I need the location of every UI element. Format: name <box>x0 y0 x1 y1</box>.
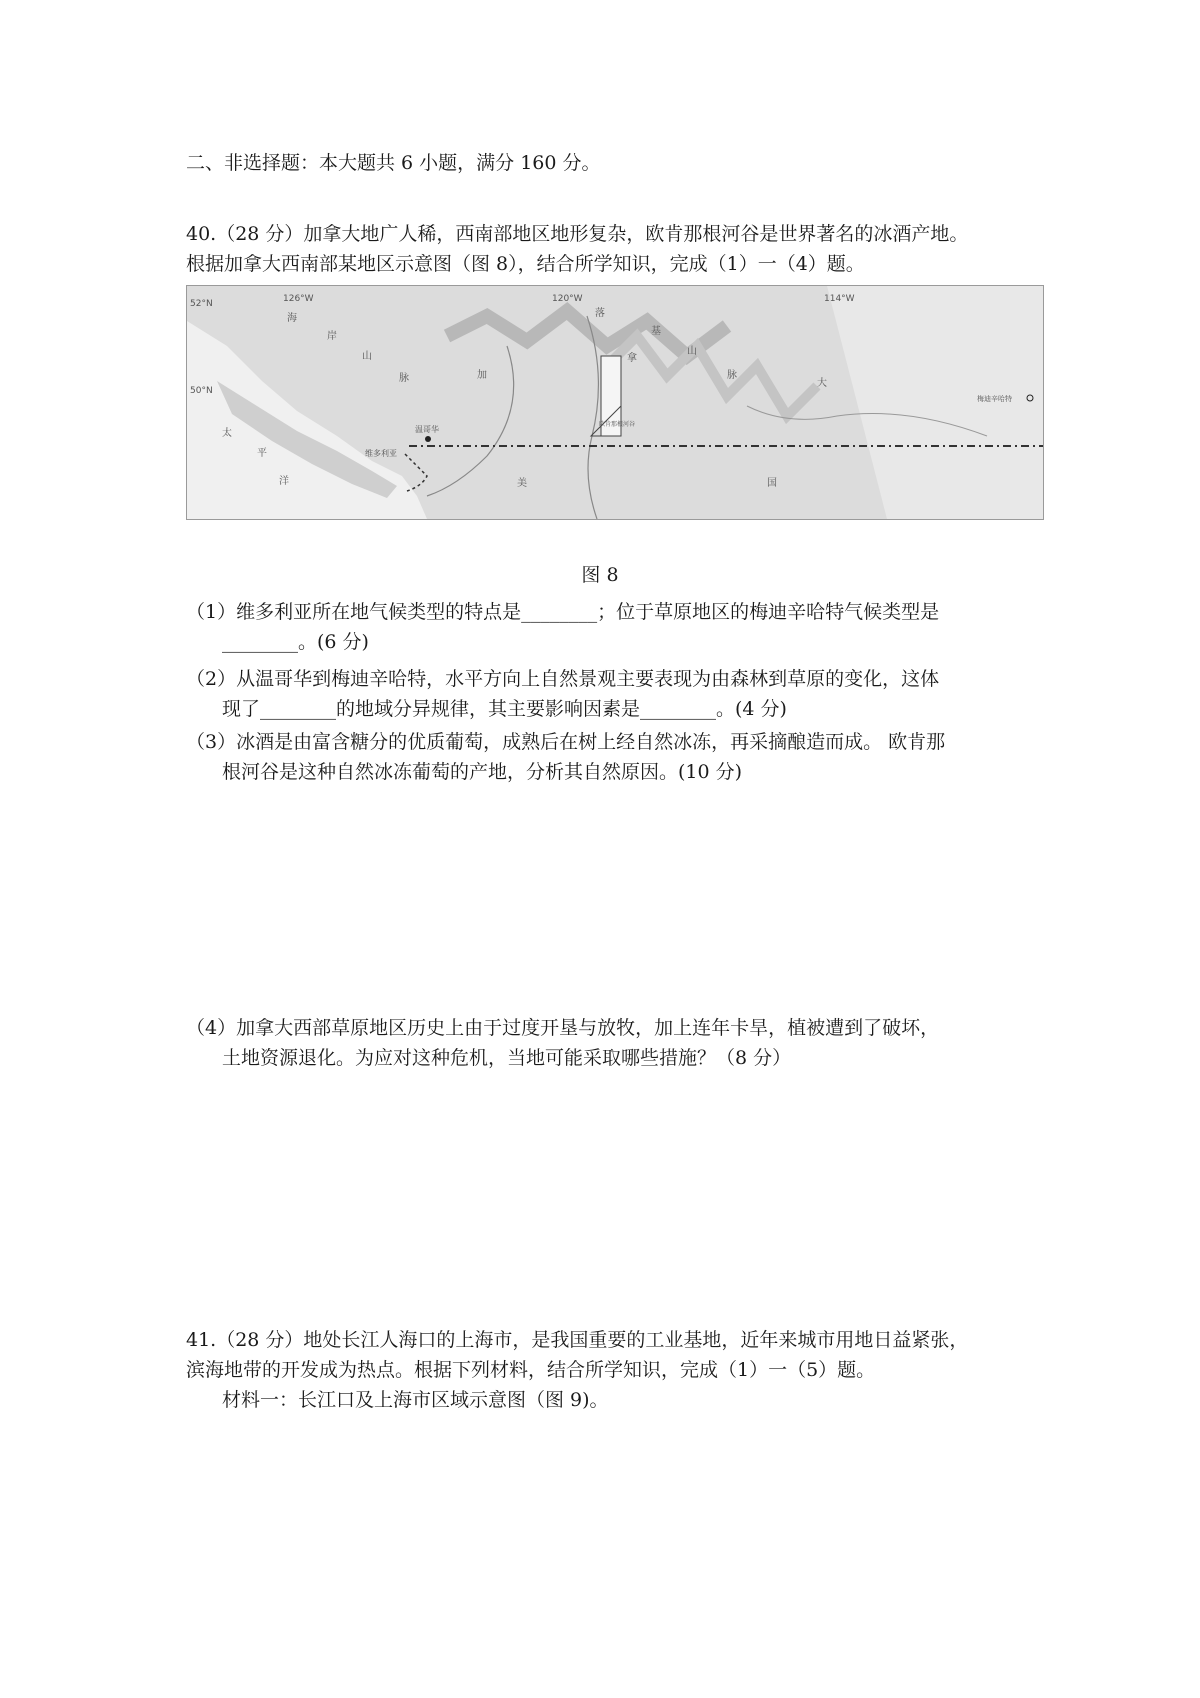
q40-intro-line-2: 根据加拿大西南部某地区示意图（图 8），结合所学知识，完成（1）一（4）题。 <box>186 253 865 275</box>
section-title: 二、非选择题：本大题共 6 小题，满分 160 分。 <box>186 152 601 174</box>
figure-8-caption: 图 8 <box>581 564 619 586</box>
map-label-okanagan: 欧肯那根河谷 <box>599 421 636 428</box>
map-label-da: 大 <box>817 378 827 389</box>
map-label-na: 拿 <box>627 353 637 364</box>
map-label-mai: 脉 <box>399 373 409 384</box>
q41-intro-line-1: 41.（28 分）地处长江人海口的上海市，是我国重要的工业基地，近年来城市用地日益紧张， <box>186 1329 969 1351</box>
map-label-victoria: 维多利亚 <box>365 449 397 458</box>
map-graphic <box>187 286 1043 519</box>
map-label-jia: 加 <box>477 370 487 381</box>
lon-label-120: 120°W <box>552 294 583 304</box>
vancouver-dot <box>425 436 431 442</box>
map-label-yang: 洋 <box>279 476 289 487</box>
map-label-shan: 山 <box>362 351 372 362</box>
q40-sub1-line-2: ________。(6 分) <box>222 631 369 653</box>
map-label-an: 岸 <box>327 331 337 342</box>
map-label-shan-2: 山 <box>687 346 697 357</box>
map-label-vancouver: 温哥华 <box>415 425 439 434</box>
q40-sub4-line-2: 土地资源退化。为应对这种危机，当地可能采取哪些措施？（8 分） <box>222 1047 792 1069</box>
q40-sub3-line-1: （3）冰酒是由富含糖分的优质葡萄，成熟后在树上经自然冰冻，再采摘酿造而成。 欧肯那 <box>186 731 946 753</box>
q40-sub2-line-1: （2）从温哥华到梅迪辛哈特，水平方向上自然景观主要表现为由森林到草原的变化，这体 <box>186 668 940 690</box>
q40-sub1-line-1: （1）维多利亚所在地气候类型的特点是________；位于草原地区的梅迪辛哈特气候类型是 <box>186 601 940 623</box>
map-label-guo: 国 <box>767 478 777 489</box>
lon-label-114: 114°W <box>824 294 855 304</box>
lat-label-52: 52°N <box>190 299 213 309</box>
lon-label-126: 126°W <box>283 294 314 304</box>
map-label-tai: 太 <box>222 428 232 439</box>
map-label-medicine-hat: 梅迪辛哈特 <box>977 395 1012 403</box>
q40-sub4-line-1: （4）加拿大西部草原地区历史上由于过度开垦与放牧，加上连年卡旱，植被遭到了破坏， <box>186 1017 940 1039</box>
q40-sub3-line-2: 根河谷是这种自然冰冻葡萄的产地，分析其自然原因。(10 分) <box>222 761 743 783</box>
q41-material-1: 材料一：长江口及上海市区域示意图（图 9)。 <box>222 1389 609 1411</box>
q41-intro-line-2: 滨海地带的开发成为热点。根据下列材料，结合所学知识，完成（1）一（5）题。 <box>186 1359 876 1381</box>
map-label-luo: 落 <box>595 308 605 319</box>
lat-label-50: 50°N <box>190 386 213 396</box>
map-label-ji: 基 <box>651 326 661 337</box>
canada-southwest-map <box>186 285 1044 520</box>
q40-intro-line-1: 40.（28 分）加拿大地广人稀，西南部地区地形复杂，欧肯那根河谷是世界著名的冰酒产地。 <box>186 223 969 245</box>
map-label-mai-2: 脉 <box>727 370 737 381</box>
map-label-mei: 美 <box>517 478 527 489</box>
q40-sub2-line-2: 现了________的地域分异规律，其主要影响因素是________。(4 分) <box>222 698 787 720</box>
map-label-ping: 平 <box>257 448 267 459</box>
map-label-hai: 海 <box>287 313 297 324</box>
